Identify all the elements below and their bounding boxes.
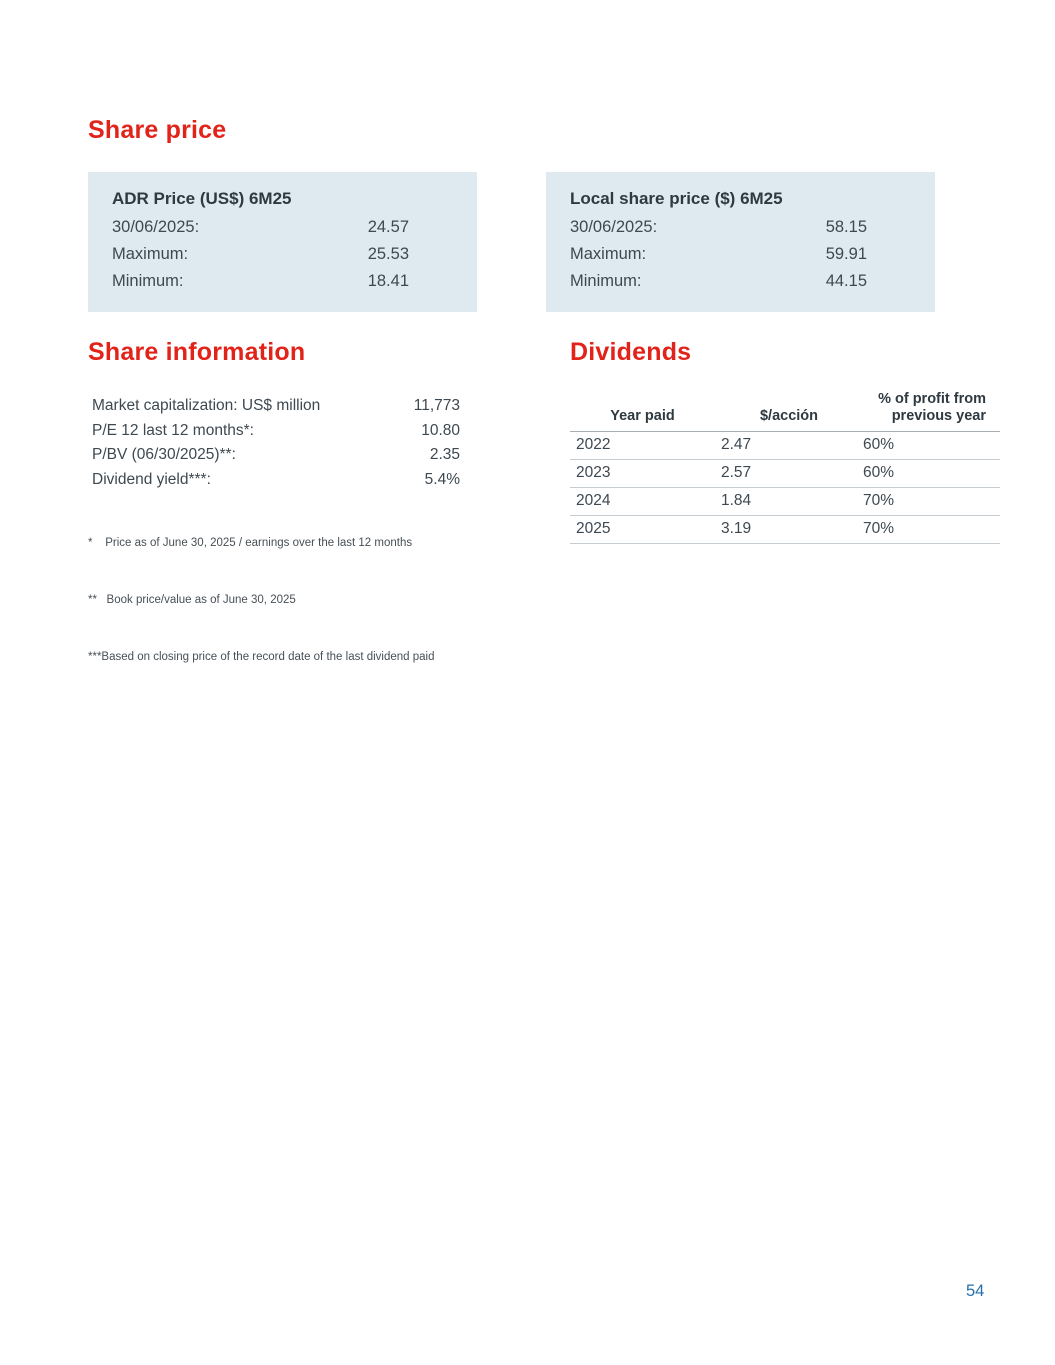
row-value: 24.57 [367, 218, 409, 236]
row-value: 2.35 [429, 446, 460, 464]
local-box-row [570, 214, 867, 241]
table-row [570, 488, 1000, 516]
share-info-row [92, 419, 460, 444]
row-value: 25.53 [367, 245, 409, 263]
share-information-heading: Share information [88, 338, 306, 366]
row-label: Market capitalization: US$ million [92, 397, 321, 414]
local-box-row [570, 268, 867, 295]
header-year-paid: Year paid [570, 391, 715, 432]
share-info-row [92, 394, 460, 419]
per-share-cell: 3.19 [715, 516, 863, 544]
row-label: P/E 12 last 12 months*: [92, 421, 254, 439]
per-share-cell: 2.57 [715, 460, 863, 488]
year-cell: 2025 [570, 516, 715, 544]
share-info-row [92, 468, 460, 493]
per-share-cell: 2.47 [715, 432, 863, 460]
row-label: Minimum: [112, 272, 184, 290]
row-value: 44.15 [825, 272, 867, 290]
row-value: 5.4% [424, 470, 460, 488]
header-per-share: $/acción [715, 391, 863, 432]
adr-box-row [112, 268, 409, 295]
row-value: 18.41 [367, 272, 409, 290]
row-label: 30/06/2025: [570, 218, 658, 236]
dividends-heading: Dividends [570, 338, 692, 366]
profit-cell: 60% [863, 432, 1000, 460]
table-header-row [570, 391, 1000, 432]
row-value: 11,773 [413, 397, 460, 414]
row-label: Dividend yield***: [92, 470, 211, 488]
local-box-row [570, 241, 867, 268]
row-value: 58.15 [825, 218, 867, 236]
footnotes [88, 496, 435, 705]
local-box-title: Local share price ($) 6M25 [570, 189, 783, 208]
row-value: 10.80 [421, 421, 460, 439]
share-information-table [92, 394, 460, 492]
row-label: P/BV (06/30/2025)**: [92, 446, 236, 464]
row-label: Maximum: [570, 245, 647, 263]
year-cell: 2023 [570, 460, 715, 488]
local-share-price-box [546, 172, 935, 312]
per-share-cell: 1.84 [715, 488, 863, 516]
dividends-table [570, 391, 1000, 544]
profit-cell: 70% [863, 488, 1000, 516]
table-row [570, 460, 1000, 488]
adr-box-row [112, 241, 409, 268]
table-row [570, 516, 1000, 544]
footnote-line: ***Based on closing price of the record date of the last dividend paid [88, 651, 435, 663]
share-price-heading: Share price [88, 116, 227, 144]
profit-cell: 60% [863, 460, 1000, 488]
row-label: 30/06/2025: [112, 218, 200, 236]
row-value: 59.91 [825, 245, 867, 263]
profit-cell: 70% [863, 516, 1000, 544]
year-cell: 2024 [570, 488, 715, 516]
row-label: Maximum: [112, 245, 189, 263]
adr-box-title: ADR Price (US$) 6M25 [112, 189, 292, 208]
adr-box-row [112, 214, 409, 241]
footnote-line: * Price as of June 30, 2025 / earnings over the last 12 months [88, 537, 413, 549]
row-label: Minimum: [570, 272, 642, 290]
year-cell: 2022 [570, 432, 715, 460]
footnote-line: ** Book price/value as of June 30, 2025 [88, 594, 296, 606]
share-info-row [92, 443, 460, 468]
page-number: 54 [966, 1282, 985, 1300]
table-row [570, 432, 1000, 460]
adr-price-box [88, 172, 477, 312]
header-profit-percent: % of profit from previous year [863, 391, 1000, 432]
